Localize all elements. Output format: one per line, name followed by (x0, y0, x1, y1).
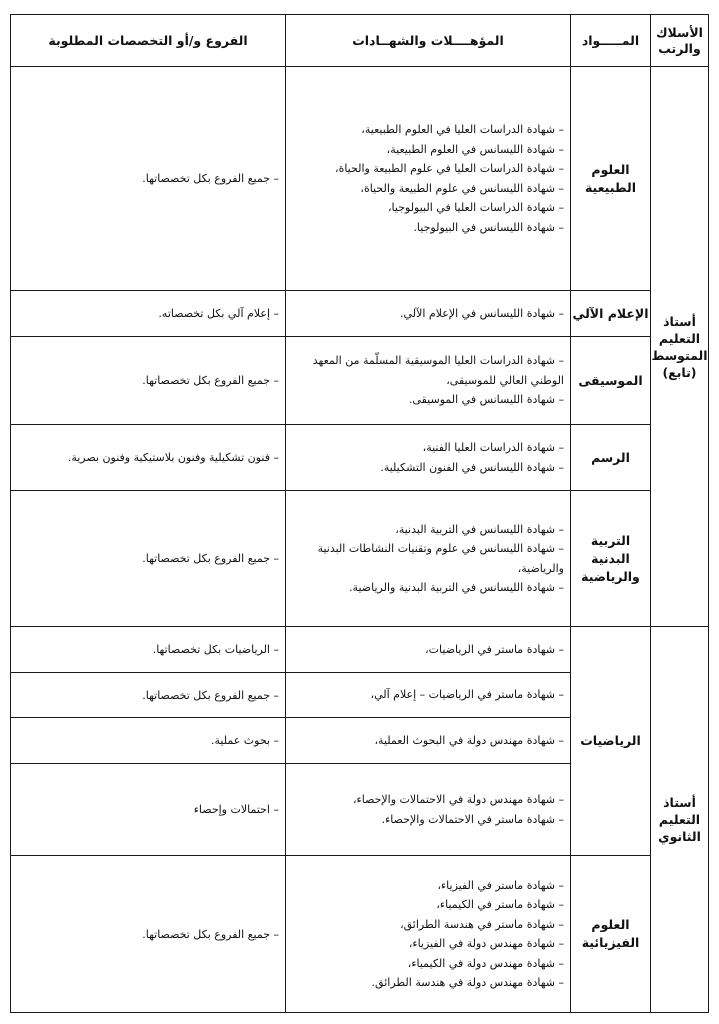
qualifications-cell (286, 718, 571, 764)
qualification-line: – شهادة الليسانس في الموسيقى. (408, 393, 564, 407)
branch-cell: – جميع الفروع بكل تخصصاتها. (11, 856, 286, 1013)
qualification-line: – شهادة ماستر في الاحتمالات والإحصاء. (381, 812, 564, 826)
table-row (11, 291, 709, 337)
subject-cell: الإعلام الآلي (571, 291, 651, 337)
header-row (11, 15, 709, 67)
qualifications-cell (286, 491, 571, 627)
qualification-line: – شهادة ماستر في الكيمياء، (436, 898, 564, 911)
qualification-line: – شهادة الدراسات العليا في البيولوجيا، (388, 201, 564, 214)
qualification-line: – شهادة ماستر في الرياضيات – إعلام آلي، (370, 688, 564, 702)
subject-cell: الرياضيات (571, 627, 651, 856)
subject-cell: التربية البدنية والرياضية (571, 491, 651, 627)
qualification-line: – شهادة الدراسات العليا في علوم الطبيعة والحياة، (335, 162, 564, 175)
qualification-line: – شهادة الليسانس في علوم الطبيعة والحياة، (360, 181, 564, 195)
header-branches: الفروع و/أو التخصصات المطلوبة (11, 15, 286, 67)
qualification-line: – شهادة مهندس دولة في الكيمياء، (407, 956, 564, 970)
branch-cell: – جميع الفروع بكل تخصصاتها. (11, 67, 286, 291)
subject-cell: العلوم الفيزيائية (571, 856, 651, 1013)
qualification-line: – شهادة الليسانس في التربية البدنية والرياضية. (349, 581, 564, 594)
branch-cell: – إعلام آلي بكل تخصصاته. (11, 291, 286, 337)
qualifications-cell (286, 673, 571, 718)
subject-cell: الموسيقى (571, 337, 651, 425)
table-row (11, 856, 709, 1013)
qualification-line: – شهادة الليسانس في الإعلام الآلي. (400, 306, 564, 320)
qualification-line: – شهادة الدراسات العليا الفنية، (422, 441, 564, 454)
qualifications-cell (286, 856, 571, 1013)
header-subjects: المـــــواد (571, 15, 651, 67)
table-row (11, 67, 709, 291)
qualifications-cell (286, 337, 571, 425)
table-row (11, 491, 709, 627)
qualification-line: – شهادة مهندس دولة في هندسة الطرائق. (371, 976, 564, 989)
branch-cell: – جميع الفروع بكل تخصصاتها. (11, 673, 286, 718)
qualification-line: – شهادة مهندس دولة في الاحتمالات والإحصاء، (353, 793, 564, 806)
qualifications-cell (286, 764, 571, 856)
header-ranks: الأسلاك والرتب (651, 15, 709, 67)
branch-cell: – جميع الفروع بكل تخصصاتها. (11, 337, 286, 425)
qualification-line: – شهادة الليسانس في التربية البدنية، (395, 522, 564, 536)
qualifications-table (10, 14, 709, 1013)
qualification-line: – شهادة الليسانس في الفنون التشكيلية. (380, 460, 564, 474)
qualification-line: – شهادة ماستر في هندسة الطرائق، (400, 917, 564, 931)
branch-cell: – بحوث عملية. (11, 718, 286, 764)
qualifications-cell (286, 627, 571, 673)
branch-cell: – احتمالات وإحصاء (11, 764, 286, 856)
subject-cell: العلوم الطبيعية (571, 67, 651, 291)
subject-cell: الرسم (571, 425, 651, 491)
qualifications-cell (286, 425, 571, 491)
table-row (11, 425, 709, 491)
qualification-line: – شهادة ماستر في الفيزياء، (437, 878, 564, 892)
table-row (11, 337, 709, 425)
qualification-line: – شهادة الدراسات العليا الموسيقية المسلّمة من المعهد الوطني العالي للموسيقى، (312, 354, 564, 387)
qualification-line: – شهادة الليسانس في العلوم الطبيعية، (386, 142, 564, 156)
qualification-line: – شهادة مهندس دولة في الفيزياء، (408, 937, 564, 950)
header-qualifications: المؤهــــلات والشهــادات (286, 15, 571, 67)
branch-cell: – الرياضيات بكل تخصصاتها. (11, 627, 286, 673)
rank-secondary-school-teacher: أستاذ التعليم الثانوي (651, 627, 709, 1013)
qualifications-cell (286, 67, 571, 291)
qualification-line: – شهادة الليسانس في علوم وتقنيات النشاطات البدنية والرياضية، (317, 542, 564, 575)
branch-cell: – فنون تشكيلية وفنون بلاستيكية وفنون بصرية. (11, 425, 286, 491)
branch-cell: – جميع الفروع بكل تخصصاتها. (11, 491, 286, 627)
qualification-line: – شهادة ماستر في الرياضيات، (425, 642, 564, 656)
rank-middle-school-teacher: أستاذ التعليم المتوسط (تابع) (651, 67, 709, 627)
qualification-line: – شهادة الدراسات العليا في العلوم الطبيعية، (361, 123, 564, 136)
qualification-line: – شهادة الليسانس في البيولوجيا. (413, 220, 564, 234)
qualifications-cell (286, 291, 571, 337)
qualification-line: – شهادة مهندس دولة في البحوث العملية، (374, 733, 564, 747)
table-row (11, 627, 709, 673)
